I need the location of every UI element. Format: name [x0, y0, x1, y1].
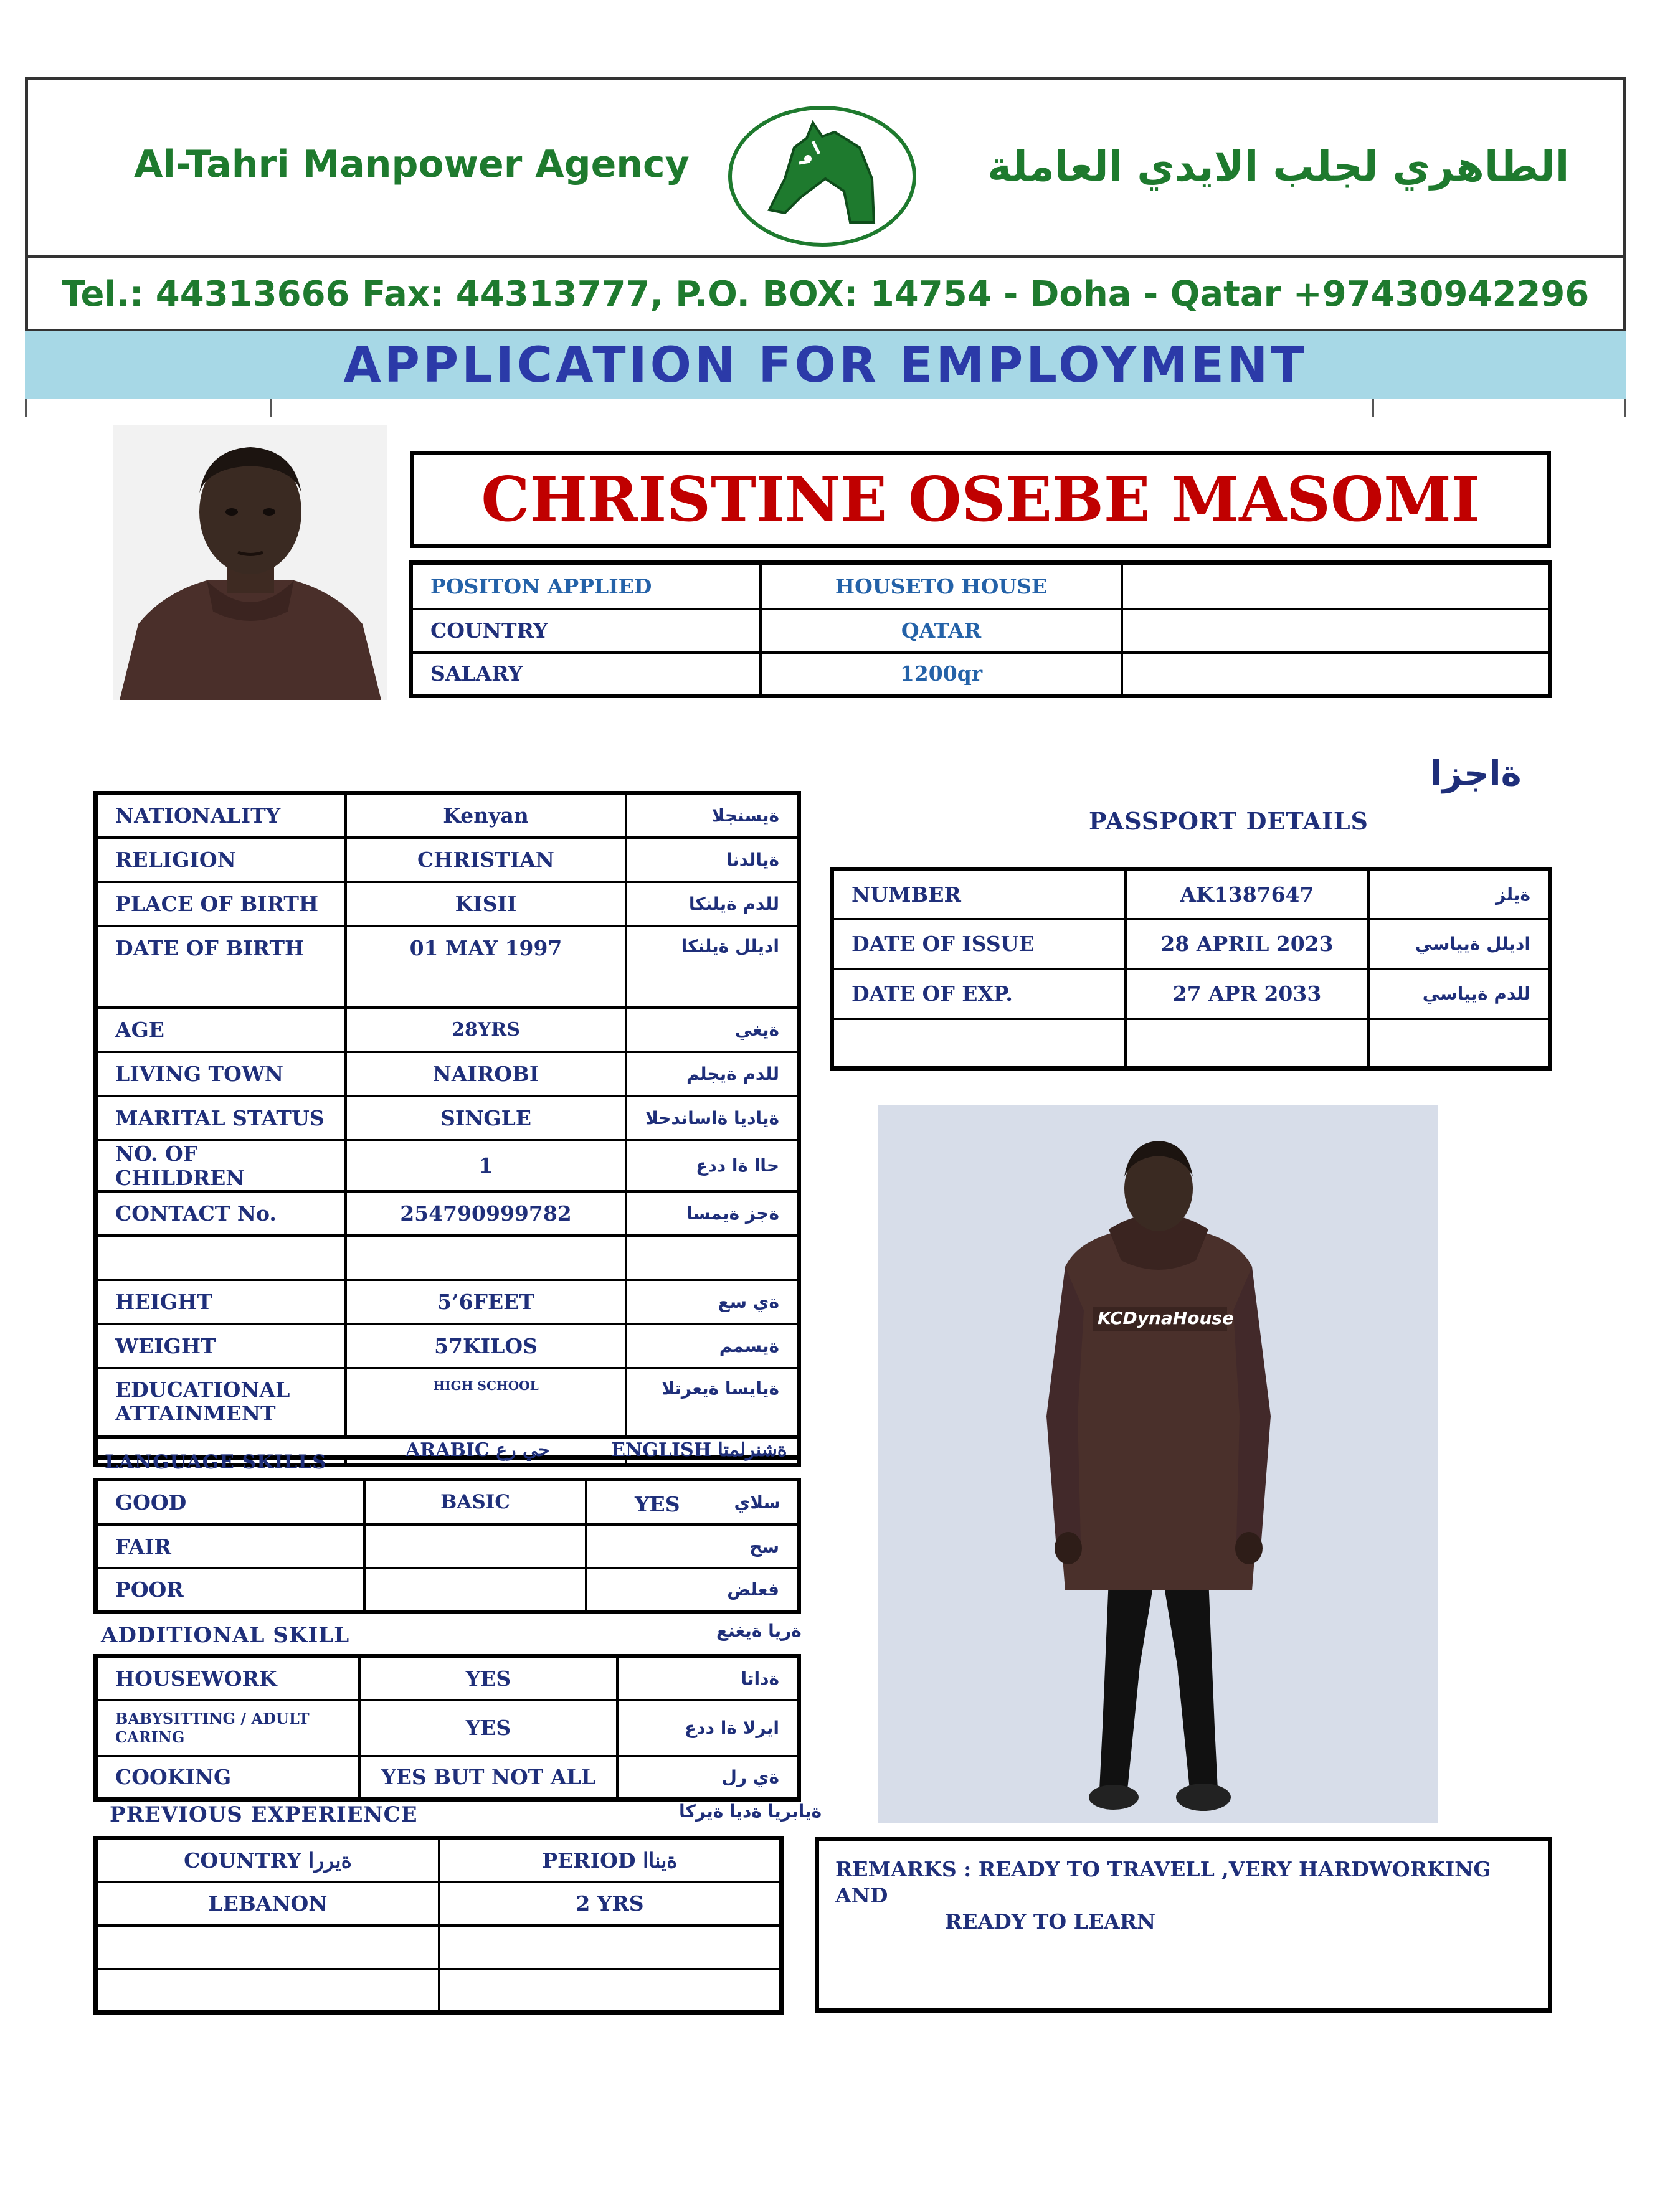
religion-value: CHRISTIAN [346, 838, 626, 882]
height-value: 5’6FEET [346, 1280, 626, 1324]
table-row [96, 838, 799, 882]
experience-header-period: PERIOD ةيناا [439, 1838, 782, 1882]
contact-bar [25, 257, 1626, 333]
experience-country [96, 1969, 440, 2013]
language-table [93, 1478, 801, 1614]
table-row [832, 1019, 1550, 1069]
passport-title: PASSPORT DETAILS [1089, 807, 1368, 835]
table-row [96, 1052, 799, 1096]
passport-number-value: AK1387647 [1126, 869, 1368, 919]
nationality-value: Kenyan [346, 793, 626, 838]
marital-status-ar: ةياديا ةاساندحلا [626, 1096, 799, 1140]
poor-arabic [364, 1568, 586, 1612]
table-row [96, 1657, 799, 1700]
blank-ar [626, 1236, 799, 1280]
housework-label: HOUSEWORK [96, 1657, 360, 1700]
place-of-birth-value: KISII [346, 882, 626, 926]
issue-date-ar: اديلل ةيياسي [1368, 919, 1550, 969]
country-label: COUNTRY [411, 609, 761, 653]
table-row [832, 919, 1550, 969]
height-ar: ةي سع [626, 1280, 799, 1324]
personal-details-table [93, 791, 801, 1467]
table-row [411, 563, 1550, 609]
passport-blank-label [832, 1019, 1126, 1069]
passport-number-label: NUMBER [832, 869, 1126, 919]
marital-status-value: SINGLE [346, 1096, 626, 1140]
language-header-english: ENGLISH ةشنرلمتا [611, 1439, 787, 1461]
passport-blank-ar [1368, 1019, 1550, 1069]
weight-value: 57KILOS [346, 1324, 626, 1368]
contact-value: 254790999782 [346, 1191, 626, 1236]
position-extra [1122, 563, 1550, 609]
religion-label: RELIGION [96, 838, 346, 882]
contact-label: CONTACT No. [96, 1191, 346, 1236]
table-row [96, 1882, 782, 1926]
full-body-figure-icon [878, 1105, 1438, 1823]
table-row [411, 653, 1550, 696]
housework-ar: ةداتا [617, 1657, 799, 1700]
experience-country: LEBANON [96, 1882, 440, 1926]
passport-title-ar: ةاجزا [1430, 754, 1522, 794]
dob-value: 01 MAY 1997 [346, 926, 626, 1008]
table-row [832, 969, 1550, 1019]
language-header-arabic: ARABIC حي رع [406, 1439, 550, 1461]
passport-number-ar: ةيلز [1368, 869, 1550, 919]
experience-table [93, 1836, 784, 2015]
table-row [96, 1280, 799, 1324]
table-row [411, 609, 1550, 653]
education-value: HIGH SCHOOL [346, 1368, 626, 1465]
table-row [96, 1008, 799, 1052]
fair-label: FAIR [96, 1524, 365, 1568]
experience-country [96, 1926, 440, 1969]
babysitting-label: BABYSITTING / ADULT CARING [96, 1700, 360, 1756]
living-town-ar: للدم ةيجلم [626, 1052, 799, 1096]
issue-date-value: 28 APRIL 2023 [1126, 919, 1368, 969]
hoodie-logo-text: KCDynaHouse [1098, 1308, 1235, 1328]
cooking-ar: ةي رل [617, 1756, 799, 1800]
table-row [96, 1700, 799, 1756]
nationality-ar: ةيسنجلا [626, 793, 799, 838]
full-body-photo [878, 1105, 1438, 1823]
nationality-label: NATIONALITY [96, 793, 346, 838]
good-label: GOOD [96, 1480, 365, 1524]
good-english: YES [635, 1492, 680, 1516]
position-label: POSITON APPLIED [411, 563, 761, 609]
table-row [96, 1756, 799, 1800]
table-row [96, 1324, 799, 1368]
place-of-birth-label: PLACE OF BIRTH [96, 882, 346, 926]
age-label: AGE [96, 1008, 346, 1052]
remarks-line-2: READY TO LEARN [945, 1909, 1156, 1934]
living-town-label: LIVING TOWN [96, 1052, 346, 1096]
table-row [96, 1568, 799, 1612]
education-label: EDUCATIONAL ATTAINMENT [96, 1368, 346, 1465]
weight-label: WEIGHT [96, 1324, 346, 1368]
place-of-birth-ar: للدم ةيلنكا [626, 882, 799, 926]
additional-skill-table [93, 1654, 801, 1802]
religion-ar: ةيالدنا [626, 838, 799, 882]
weight-ar: ةيسمم [626, 1324, 799, 1368]
table-row [96, 1096, 799, 1140]
children-ar: حاا ةا ددع [626, 1140, 799, 1191]
good-english-cell [586, 1480, 799, 1524]
children-value: 1 [346, 1140, 626, 1191]
position-value: HOUSETO HOUSE [761, 563, 1122, 609]
cooking-value: YES BUT NOT ALL [359, 1756, 617, 1800]
expiry-date-value: 27 APR 2033 [1126, 969, 1368, 1019]
table-row [96, 793, 799, 838]
experience-period [439, 1969, 782, 2013]
fair-ar: سح [586, 1524, 799, 1568]
letterhead-cut-row [25, 399, 1626, 417]
passport-blank-value [1126, 1019, 1368, 1069]
experience-header-country: COUNTRY ةيررا [96, 1838, 440, 1882]
candidate-name-box [410, 451, 1551, 548]
education-ar: ةيايسا ةيعرتلا [626, 1368, 799, 1465]
letterhead-top [25, 77, 1626, 258]
remarks-box [815, 1837, 1552, 2013]
table-row [96, 882, 799, 926]
dob-ar: اديلل ةيلنكا [626, 926, 799, 1008]
portrait-photo [113, 425, 387, 700]
fair-arabic [364, 1524, 586, 1568]
language-skills-title: LANGUAGE SKILLS [105, 1451, 327, 1473]
table-row [96, 1480, 799, 1524]
experience-period [439, 1926, 782, 1969]
previous-experience-title-ar: ةيابريا ةديا ةيركا [679, 1801, 822, 1822]
table-row [96, 1236, 799, 1280]
marital-status-label: MARITAL STATUS [96, 1096, 346, 1140]
country-extra [1122, 609, 1550, 653]
living-town-value: NAIROBI [346, 1052, 626, 1096]
country-value: QATAR [761, 609, 1122, 653]
remarks-line-1: REMARKS : READY TO TRAVELL ,VERY HARDWORKING AND [835, 1857, 1491, 1907]
additional-skill-title-ar: ةريا ةيغنع [716, 1620, 802, 1641]
salary-label: SALARY [411, 653, 761, 696]
previous-experience-title: PREVIOUS EXPERIENCE [110, 1802, 418, 1827]
poor-ar: فعلض [586, 1568, 799, 1612]
cooking-label: COOKING [96, 1756, 360, 1800]
babysitting-ar: ايرلا ةا ددع [617, 1700, 799, 1756]
age-ar: ةيغي [626, 1008, 799, 1052]
dob-label: DATE OF BIRTH [96, 926, 346, 1008]
blank-label [96, 1236, 346, 1280]
agency-name-ar: الطاهري لجلب الايدي العاملة [987, 143, 1570, 191]
table-row [96, 1838, 782, 1882]
table-row [96, 1926, 782, 1969]
agency-name-en: Al-Tahri Manpower Agency [134, 143, 690, 186]
table-row [96, 1191, 799, 1236]
table-row [96, 1524, 799, 1568]
contact-ar: ةجز ةيمسا [626, 1191, 799, 1236]
salary-extra [1122, 653, 1550, 696]
additional-skill-title: ADDITIONAL SKILL [101, 1623, 350, 1648]
expiry-date-ar: للدم ةيياسي [1368, 969, 1550, 1019]
title-banner [25, 331, 1626, 400]
age-value: 28YRS [346, 1008, 626, 1052]
poor-label: POOR [96, 1568, 365, 1612]
letterhead [25, 77, 1626, 414]
salary-value: 1200qr [761, 653, 1122, 696]
table-row [96, 926, 799, 1008]
horse-logo-icon [726, 104, 919, 248]
experience-period: 2 YRS [439, 1882, 782, 1926]
candidate-name: CHRISTINE OSEBE MASOMI [481, 463, 1480, 536]
issue-date-label: DATE OF ISSUE [832, 919, 1126, 969]
position-table [409, 560, 1552, 698]
passport-table [830, 867, 1552, 1071]
banner-title: APPLICATION FOR EMPLOYMENT [343, 338, 1307, 394]
height-label: HEIGHT [96, 1280, 346, 1324]
table-row [832, 869, 1550, 919]
table-row [96, 1969, 782, 2013]
portrait-figure-icon [113, 425, 387, 700]
children-label: NO. OF CHILDREN [96, 1140, 346, 1191]
good-arabic: BASIC [364, 1480, 586, 1524]
good-ar: سلاي [734, 1492, 780, 1513]
expiry-date-label: DATE OF EXP. [832, 969, 1126, 1019]
babysitting-value: YES [359, 1700, 617, 1756]
blank-value [346, 1236, 626, 1280]
contact-text: Tel.: 44313666 Fax: 44313777, P.O. BOX: 14754 - Doha - Qatar +97430942296 [61, 273, 1590, 314]
table-row [96, 1140, 799, 1191]
housework-value: YES [359, 1657, 617, 1700]
